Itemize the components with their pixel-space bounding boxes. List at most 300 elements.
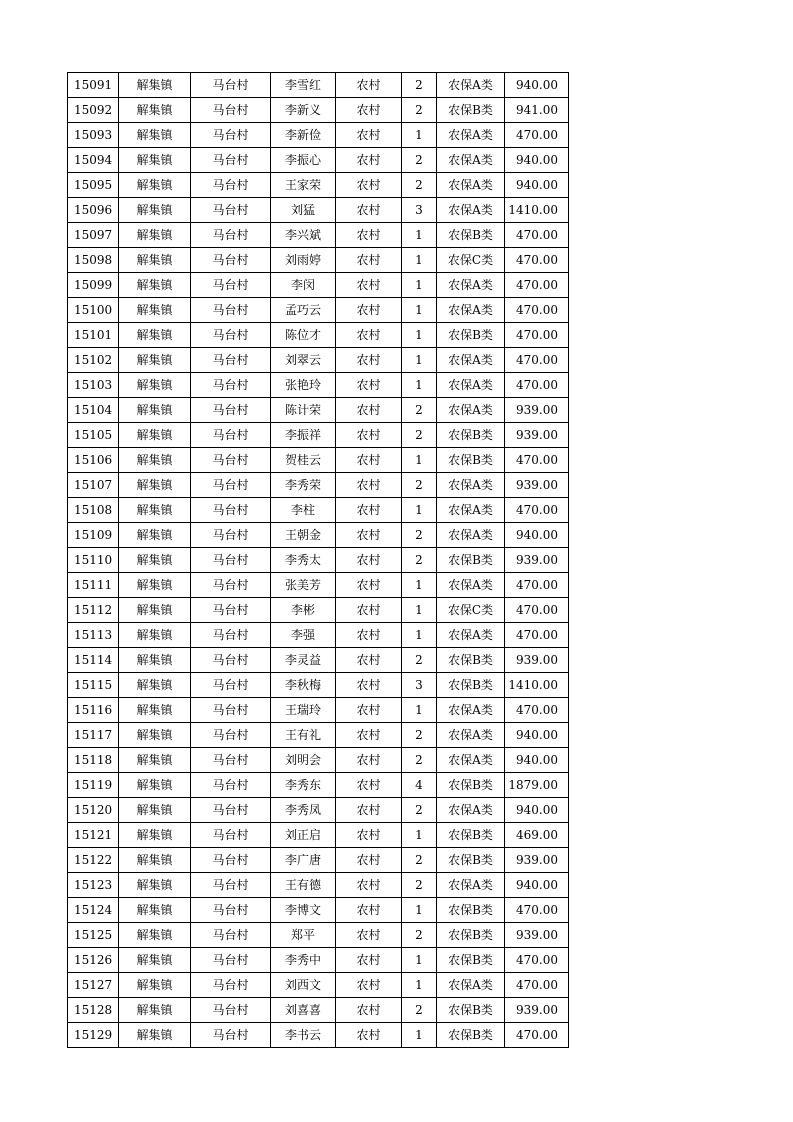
id-cell: 15118: [68, 748, 119, 773]
category-cell: 农保B类: [437, 223, 505, 248]
town-cell: 解集镇: [119, 423, 191, 448]
count-cell: 1: [402, 898, 437, 923]
amount-cell: 470.00: [505, 448, 569, 473]
name-cell: 刘明会: [271, 748, 336, 773]
area-type-cell: 农村: [336, 598, 402, 623]
table-row: [68, 73, 569, 98]
area-type-cell: 农村: [336, 698, 402, 723]
id-cell: 15114: [68, 648, 119, 673]
area-type-cell: 农村: [336, 73, 402, 98]
amount-cell: 939.00: [505, 398, 569, 423]
count-cell: 1: [402, 573, 437, 598]
table-row: [68, 523, 569, 548]
town-cell: 解集镇: [119, 648, 191, 673]
name-cell: 张艳玲: [271, 373, 336, 398]
table-row: [68, 173, 569, 198]
town-cell: 解集镇: [119, 823, 191, 848]
id-cell: 15122: [68, 848, 119, 873]
count-cell: 1: [402, 823, 437, 848]
id-cell: 15119: [68, 773, 119, 798]
village-cell: 马台村: [191, 698, 271, 723]
area-type-cell: 农村: [336, 348, 402, 373]
name-cell: 陈计荣: [271, 398, 336, 423]
table-row: [68, 98, 569, 123]
area-type-cell: 农村: [336, 948, 402, 973]
name-cell: 刘翠云: [271, 348, 336, 373]
town-cell: 解集镇: [119, 698, 191, 723]
category-cell: 农保A类: [437, 198, 505, 223]
village-cell: 马台村: [191, 723, 271, 748]
category-cell: 农保B类: [437, 848, 505, 873]
name-cell: 李秀中: [271, 948, 336, 973]
village-cell: 马台村: [191, 898, 271, 923]
town-cell: 解集镇: [119, 348, 191, 373]
amount-cell: 940.00: [505, 73, 569, 98]
village-cell: 马台村: [191, 73, 271, 98]
category-cell: 农保B类: [437, 1023, 505, 1048]
village-cell: 马台村: [191, 223, 271, 248]
village-cell: 马台村: [191, 498, 271, 523]
count-cell: 2: [402, 548, 437, 573]
amount-cell: 470.00: [505, 298, 569, 323]
village-cell: 马台村: [191, 1023, 271, 1048]
amount-cell: 940.00: [505, 148, 569, 173]
name-cell: 刘西文: [271, 973, 336, 998]
town-cell: 解集镇: [119, 73, 191, 98]
amount-cell: 470.00: [505, 598, 569, 623]
id-cell: 15111: [68, 573, 119, 598]
table-row: [68, 748, 569, 773]
area-type-cell: 农村: [336, 573, 402, 598]
name-cell: 李书云: [271, 1023, 336, 1048]
id-cell: 15121: [68, 823, 119, 848]
id-cell: 15104: [68, 398, 119, 423]
town-cell: 解集镇: [119, 173, 191, 198]
id-cell: 15113: [68, 623, 119, 648]
name-cell: 刘正启: [271, 823, 336, 848]
name-cell: 李广唐: [271, 848, 336, 873]
village-cell: 马台村: [191, 173, 271, 198]
area-type-cell: 农村: [336, 823, 402, 848]
table-row: [68, 848, 569, 873]
amount-cell: 470.00: [505, 248, 569, 273]
village-cell: 马台村: [191, 573, 271, 598]
village-cell: 马台村: [191, 273, 271, 298]
count-cell: 1: [402, 598, 437, 623]
category-cell: 农保B类: [437, 98, 505, 123]
category-cell: 农保A类: [437, 148, 505, 173]
table-row: [68, 123, 569, 148]
count-cell: 1: [402, 973, 437, 998]
count-cell: 2: [402, 723, 437, 748]
amount-cell: 940.00: [505, 798, 569, 823]
amount-cell: 470.00: [505, 223, 569, 248]
area-type-cell: 农村: [336, 223, 402, 248]
area-type-cell: 农村: [336, 398, 402, 423]
village-cell: 马台村: [191, 873, 271, 898]
area-type-cell: 农村: [336, 923, 402, 948]
amount-cell: 940.00: [505, 873, 569, 898]
count-cell: 1: [402, 123, 437, 148]
id-cell: 15126: [68, 948, 119, 973]
count-cell: 1: [402, 273, 437, 298]
count-cell: 4: [402, 773, 437, 798]
town-cell: 解集镇: [119, 223, 191, 248]
town-cell: 解集镇: [119, 273, 191, 298]
count-cell: 2: [402, 798, 437, 823]
village-cell: 马台村: [191, 948, 271, 973]
town-cell: 解集镇: [119, 523, 191, 548]
category-cell: 农保A类: [437, 398, 505, 423]
town-cell: 解集镇: [119, 923, 191, 948]
table-row: [68, 623, 569, 648]
category-cell: 农保A类: [437, 748, 505, 773]
amount-cell: 1879.00: [505, 773, 569, 798]
amount-cell: 470.00: [505, 948, 569, 973]
category-cell: 农保B类: [437, 423, 505, 448]
category-cell: 农保B类: [437, 773, 505, 798]
town-cell: 解集镇: [119, 998, 191, 1023]
count-cell: 1: [402, 948, 437, 973]
name-cell: 王有礼: [271, 723, 336, 748]
name-cell: 张美芳: [271, 573, 336, 598]
village-cell: 马台村: [191, 648, 271, 673]
category-cell: 农保B类: [437, 648, 505, 673]
amount-cell: 470.00: [505, 373, 569, 398]
village-cell: 马台村: [191, 398, 271, 423]
category-cell: 农保A类: [437, 723, 505, 748]
amount-cell: 939.00: [505, 648, 569, 673]
area-type-cell: 农村: [336, 973, 402, 998]
area-type-cell: 农村: [336, 423, 402, 448]
table-row: [68, 473, 569, 498]
village-cell: 马台村: [191, 123, 271, 148]
area-type-cell: 农村: [336, 523, 402, 548]
amount-cell: 940.00: [505, 748, 569, 773]
count-cell: 2: [402, 98, 437, 123]
table-row: [68, 923, 569, 948]
village-cell: 马台村: [191, 748, 271, 773]
id-cell: 15125: [68, 923, 119, 948]
village-cell: 马台村: [191, 548, 271, 573]
town-cell: 解集镇: [119, 398, 191, 423]
village-cell: 马台村: [191, 473, 271, 498]
town-cell: 解集镇: [119, 723, 191, 748]
area-type-cell: 农村: [336, 1023, 402, 1048]
category-cell: 农保A类: [437, 373, 505, 398]
town-cell: 解集镇: [119, 373, 191, 398]
village-cell: 马台村: [191, 448, 271, 473]
name-cell: 李博文: [271, 898, 336, 923]
count-cell: 2: [402, 148, 437, 173]
category-cell: 农保A类: [437, 873, 505, 898]
category-cell: 农保A类: [437, 573, 505, 598]
category-cell: 农保B类: [437, 898, 505, 923]
name-cell: 王瑞玲: [271, 698, 336, 723]
amount-cell: 939.00: [505, 923, 569, 948]
town-cell: 解集镇: [119, 573, 191, 598]
town-cell: 解集镇: [119, 898, 191, 923]
id-cell: 15094: [68, 148, 119, 173]
category-cell: 农保A类: [437, 523, 505, 548]
id-cell: 15116: [68, 698, 119, 723]
table-row: [68, 398, 569, 423]
name-cell: 刘猛: [271, 198, 336, 223]
count-cell: 1: [402, 373, 437, 398]
id-cell: 15097: [68, 223, 119, 248]
name-cell: 李柱: [271, 498, 336, 523]
id-cell: 15112: [68, 598, 119, 623]
area-type-cell: 农村: [336, 473, 402, 498]
name-cell: 李新俭: [271, 123, 336, 148]
amount-cell: 940.00: [505, 723, 569, 748]
amount-cell: 470.00: [505, 323, 569, 348]
name-cell: 孟巧云: [271, 298, 336, 323]
count-cell: 1: [402, 323, 437, 348]
id-cell: 15124: [68, 898, 119, 923]
area-type-cell: 农村: [336, 323, 402, 348]
category-cell: 农保B类: [437, 998, 505, 1023]
name-cell: 李雪红: [271, 73, 336, 98]
category-cell: 农保A类: [437, 123, 505, 148]
id-cell: 15096: [68, 198, 119, 223]
category-cell: 农保A类: [437, 273, 505, 298]
area-type-cell: 农村: [336, 548, 402, 573]
town-cell: 解集镇: [119, 798, 191, 823]
name-cell: 李秋梅: [271, 673, 336, 698]
name-cell: 郑平: [271, 923, 336, 948]
category-cell: 农保B类: [437, 923, 505, 948]
amount-cell: 470.00: [505, 973, 569, 998]
id-cell: 15105: [68, 423, 119, 448]
amount-cell: 940.00: [505, 523, 569, 548]
village-cell: 马台村: [191, 248, 271, 273]
id-cell: 15106: [68, 448, 119, 473]
table-row: [68, 273, 569, 298]
town-cell: 解集镇: [119, 548, 191, 573]
table-row: [68, 948, 569, 973]
count-cell: 2: [402, 423, 437, 448]
count-cell: 1: [402, 1023, 437, 1048]
count-cell: 2: [402, 523, 437, 548]
town-cell: 解集镇: [119, 448, 191, 473]
id-cell: 15098: [68, 248, 119, 273]
area-type-cell: 农村: [336, 498, 402, 523]
id-cell: 15110: [68, 548, 119, 573]
table-row: [68, 998, 569, 1023]
category-cell: 农保A类: [437, 73, 505, 98]
table-row: [68, 373, 569, 398]
area-type-cell: 农村: [336, 298, 402, 323]
count-cell: 2: [402, 473, 437, 498]
id-cell: 15120: [68, 798, 119, 823]
id-cell: 15108: [68, 498, 119, 523]
count-cell: 3: [402, 673, 437, 698]
village-cell: 马台村: [191, 848, 271, 873]
area-type-cell: 农村: [336, 448, 402, 473]
area-type-cell: 农村: [336, 773, 402, 798]
id-cell: 15093: [68, 123, 119, 148]
count-cell: 2: [402, 873, 437, 898]
name-cell: 李强: [271, 623, 336, 648]
village-cell: 马台村: [191, 373, 271, 398]
category-cell: 农保C类: [437, 598, 505, 623]
id-cell: 15123: [68, 873, 119, 898]
category-cell: 农保B类: [437, 448, 505, 473]
count-cell: 1: [402, 223, 437, 248]
table-row: [68, 798, 569, 823]
name-cell: 刘喜喜: [271, 998, 336, 1023]
table-row: [68, 873, 569, 898]
category-cell: 农保A类: [437, 798, 505, 823]
area-type-cell: 农村: [336, 123, 402, 148]
id-cell: 15102: [68, 348, 119, 373]
table-row: [68, 698, 569, 723]
name-cell: 陈位才: [271, 323, 336, 348]
category-cell: 农保A类: [437, 473, 505, 498]
category-cell: 农保A类: [437, 498, 505, 523]
records-table-body: [68, 73, 569, 1048]
id-cell: 15099: [68, 273, 119, 298]
town-cell: 解集镇: [119, 873, 191, 898]
town-cell: 解集镇: [119, 123, 191, 148]
table-row: [68, 973, 569, 998]
amount-cell: 470.00: [505, 698, 569, 723]
count-cell: 1: [402, 448, 437, 473]
category-cell: 农保B类: [437, 948, 505, 973]
id-cell: 15109: [68, 523, 119, 548]
name-cell: 李振祥: [271, 423, 336, 448]
town-cell: 解集镇: [119, 598, 191, 623]
village-cell: 马台村: [191, 298, 271, 323]
table-row: [68, 573, 569, 598]
amount-cell: 469.00: [505, 823, 569, 848]
category-cell: 农保A类: [437, 173, 505, 198]
table-row: [68, 723, 569, 748]
name-cell: 贺桂云: [271, 448, 336, 473]
table-row: [68, 148, 569, 173]
id-cell: 15128: [68, 998, 119, 1023]
id-cell: 15115: [68, 673, 119, 698]
town-cell: 解集镇: [119, 498, 191, 523]
id-cell: 15100: [68, 298, 119, 323]
table-row: [68, 348, 569, 373]
amount-cell: 939.00: [505, 473, 569, 498]
area-type-cell: 农村: [336, 148, 402, 173]
town-cell: 解集镇: [119, 298, 191, 323]
town-cell: 解集镇: [119, 948, 191, 973]
area-type-cell: 农村: [336, 648, 402, 673]
town-cell: 解集镇: [119, 148, 191, 173]
area-type-cell: 农村: [336, 98, 402, 123]
table-row: [68, 673, 569, 698]
area-type-cell: 农村: [336, 173, 402, 198]
town-cell: 解集镇: [119, 623, 191, 648]
amount-cell: 470.00: [505, 898, 569, 923]
town-cell: 解集镇: [119, 773, 191, 798]
count-cell: 2: [402, 173, 437, 198]
table-row: [68, 248, 569, 273]
category-cell: 农保A类: [437, 623, 505, 648]
category-cell: 农保B类: [437, 823, 505, 848]
amount-cell: 939.00: [505, 998, 569, 1023]
village-cell: 马台村: [191, 923, 271, 948]
id-cell: 15101: [68, 323, 119, 348]
count-cell: 2: [402, 648, 437, 673]
name-cell: 李秀荣: [271, 473, 336, 498]
count-cell: 3: [402, 198, 437, 223]
table-row: [68, 898, 569, 923]
town-cell: 解集镇: [119, 673, 191, 698]
count-cell: 2: [402, 998, 437, 1023]
area-type-cell: 农村: [336, 623, 402, 648]
records-table: [67, 72, 569, 1048]
table-row: [68, 498, 569, 523]
count-cell: 2: [402, 848, 437, 873]
count-cell: 1: [402, 298, 437, 323]
table-row: [68, 823, 569, 848]
town-cell: 解集镇: [119, 973, 191, 998]
amount-cell: 470.00: [505, 573, 569, 598]
amount-cell: 1410.00: [505, 198, 569, 223]
category-cell: 农保A类: [437, 298, 505, 323]
area-type-cell: 农村: [336, 373, 402, 398]
area-type-cell: 农村: [336, 873, 402, 898]
count-cell: 1: [402, 623, 437, 648]
table-row: [68, 548, 569, 573]
village-cell: 马台村: [191, 323, 271, 348]
count-cell: 1: [402, 248, 437, 273]
village-cell: 马台村: [191, 973, 271, 998]
amount-cell: 470.00: [505, 623, 569, 648]
village-cell: 马台村: [191, 823, 271, 848]
town-cell: 解集镇: [119, 98, 191, 123]
id-cell: 15127: [68, 973, 119, 998]
town-cell: 解集镇: [119, 1023, 191, 1048]
village-cell: 马台村: [191, 148, 271, 173]
category-cell: 农保A类: [437, 973, 505, 998]
village-cell: 马台村: [191, 523, 271, 548]
table-row: [68, 223, 569, 248]
town-cell: 解集镇: [119, 748, 191, 773]
table-row: [68, 198, 569, 223]
table-row: [68, 598, 569, 623]
name-cell: 李兴斌: [271, 223, 336, 248]
area-type-cell: 农村: [336, 798, 402, 823]
name-cell: 李闵: [271, 273, 336, 298]
amount-cell: 470.00: [505, 123, 569, 148]
name-cell: 李彬: [271, 598, 336, 623]
category-cell: 农保B类: [437, 548, 505, 573]
village-cell: 马台村: [191, 423, 271, 448]
category-cell: 农保B类: [437, 673, 505, 698]
town-cell: 解集镇: [119, 198, 191, 223]
table-row: [68, 1023, 569, 1048]
amount-cell: 940.00: [505, 173, 569, 198]
id-cell: 15095: [68, 173, 119, 198]
category-cell: 农保A类: [437, 348, 505, 373]
area-type-cell: 农村: [336, 748, 402, 773]
amount-cell: 939.00: [505, 423, 569, 448]
village-cell: 马台村: [191, 998, 271, 1023]
count-cell: 2: [402, 73, 437, 98]
id-cell: 15092: [68, 98, 119, 123]
area-type-cell: 农村: [336, 998, 402, 1023]
area-type-cell: 农村: [336, 848, 402, 873]
id-cell: 15129: [68, 1023, 119, 1048]
amount-cell: 941.00: [505, 98, 569, 123]
area-type-cell: 农村: [336, 248, 402, 273]
